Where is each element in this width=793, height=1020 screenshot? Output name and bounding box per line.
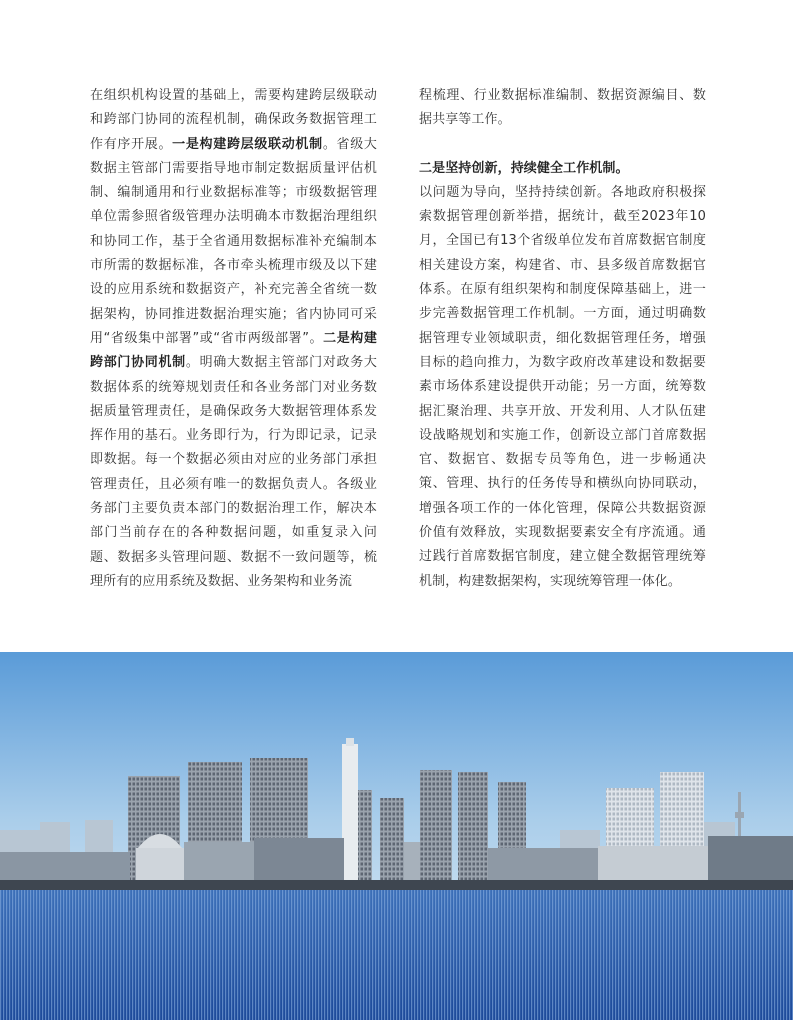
right-column	[419, 84, 706, 594]
paragraph-gap	[419, 133, 706, 157]
section-heading-text: 二是坚持创新，持续健全工作机制。	[419, 160, 629, 176]
left-column	[90, 84, 377, 594]
section-heading	[419, 157, 706, 181]
heading-cross-department: 二是构建跨部门协同机制	[90, 330, 377, 371]
continuation-text: 程梳理、行业数据标准编制、数据资源编目、数据共享等工作。	[419, 88, 706, 128]
skyline-illustration	[0, 652, 793, 1020]
intro-text: 在组织机构设置的基础上，需要构建跨层级联动和跨部门协同的流程机制，确保政务数据管理工作有序开展。	[90, 88, 377, 152]
cross-level-text: 。省级大数据主管部门需要指导地市制定数据质量评估机制、编制通用和行业数据标准等；市级数据管理单位需参照省级管理办法明确本市数据治理组织和协同工作，基于全省通用数据标准补充编制本市所需的数据标准，各市牵头梳理市级及以下建设的应用系统和数据资产，补充完善全省统一数据架构，协同推进数据治理实施；省内协同可采用“省级集中部署”或“省市两级部署”。	[90, 136, 377, 346]
waterfront-edge	[0, 880, 793, 890]
heading-cross-level: 一是构建跨层级联动机制	[172, 136, 323, 152]
city-skyline-photo	[0, 652, 793, 1020]
section-body: 以问题为导向，坚持持续创新。各地政府积极探索数据管理创新举措，据统计，截至2023年10月，全国已有13个省级单位发布首席数据官制度相关建设方案，构建省、市、县多级首席数据官体系。在原有组织架构和制度保障基础上，进一步完善数据管理工作机制。一方面，通过明确数据管理专业领域职责，细化数据管理任务，增强目标的趋向推力，为数字政府改革建设和数据要素市场体系建设提供开动能；另一方面，统筹数据汇聚治理、共享开放、开发利用、人才队伍建设战略规划和实施工作，创新设立部门首席数据官、数据官、数据专员等角色，进一步畅通决策、管理、执行的任务传导和横纵向协同联动，增强各项工作的一体化管理，保障公共数据资源价值有效释放，实现数据要素安全有序流通。通过践行首席数据官制度，建立健全数据管理统筹机制，构建数据架构，实现统筹管理一体化。	[419, 184, 706, 589]
left-paragraph	[90, 84, 377, 594]
cross-department-text: 。明确大数据主管部门对政务大数据体系的统筹规划责任和各业务部门对业务数据质量管理责任，是确保政务大数据管理体系发挥作用的基石。业务即行为，行为即记录，记录即数据。每一个数据必须由对应的业务部门承担管理责任，且必须有唯一的数据负责人。各级业务部门主要负责本部门的数据治理工作，解决本部门当前存在的各种数据问题，如重复录入问题、数据多头管理问题、数据不一致问题等，梳理所有的应用系统及数据、业务架构和业务流	[90, 355, 378, 589]
water-texture	[0, 890, 793, 1020]
